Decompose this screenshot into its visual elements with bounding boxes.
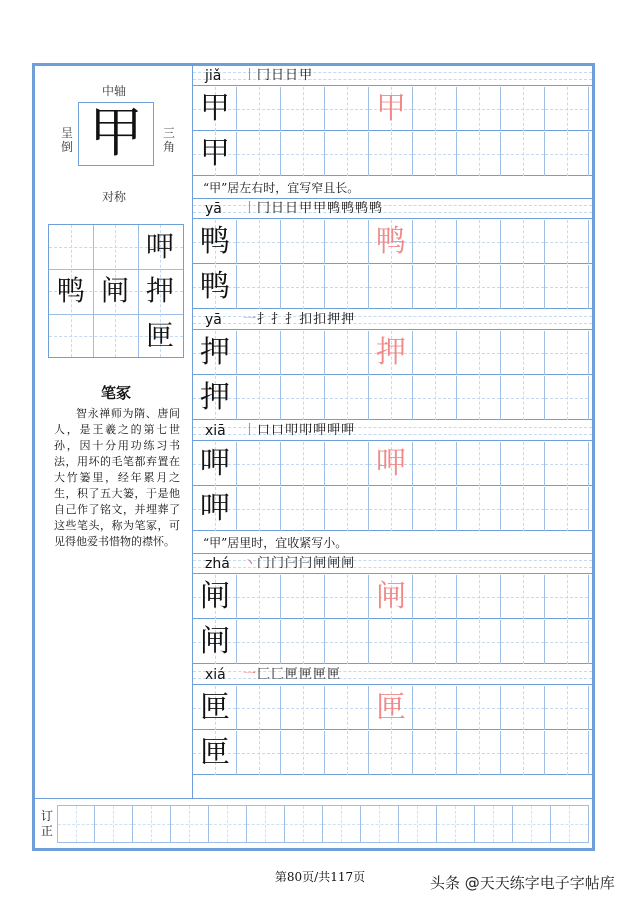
practice-cell[interactable] [545, 620, 589, 664]
stroke-step: 呷 [327, 423, 342, 438]
model-char: 匣 [200, 735, 230, 770]
practice-cell[interactable] [193, 132, 237, 176]
practice-cell[interactable] [369, 731, 413, 775]
family-char: 押 [145, 274, 174, 307]
practice-cell[interactable] [545, 376, 589, 420]
practice-cell[interactable] [413, 620, 457, 664]
correction-cell[interactable] [513, 805, 551, 843]
stroke-step: 呷 [341, 423, 356, 438]
stroke-step: 鸭 [369, 201, 384, 216]
practice-cell[interactable] [457, 487, 501, 531]
practice-cell[interactable] [281, 575, 325, 619]
stroke-step: 甲 [299, 201, 314, 216]
practice-cell[interactable] [501, 442, 545, 486]
correction-cell[interactable] [399, 805, 437, 843]
stroke-step: 闩 [285, 556, 300, 571]
practice-cell[interactable] [369, 331, 413, 375]
stroke-step: 门 [257, 556, 272, 571]
stroke-step: 丨 [243, 423, 258, 438]
stroke-step: 门 [271, 556, 286, 571]
left-panel [40, 70, 192, 795]
practice-cell[interactable] [501, 376, 545, 420]
family-char: 匣 [145, 319, 174, 352]
correction-cell[interactable] [551, 805, 589, 843]
stroke-step: 扌 [271, 312, 286, 327]
practice-row [193, 442, 592, 486]
stroke-step: 匣 [313, 667, 328, 682]
symmetry-top-label: 中轴 [102, 84, 127, 98]
practice-row [193, 575, 592, 619]
practice-cell[interactable] [457, 220, 501, 264]
stroke-step: 一 [243, 312, 258, 327]
practice-cell[interactable] [281, 265, 325, 309]
stroke-step: 闸 [327, 556, 342, 571]
stroke-order [243, 555, 355, 573]
practice-cell[interactable] [501, 87, 545, 131]
pinyin-row [193, 421, 592, 441]
watermark-text: 头条 @天天练字电子字帖库 [430, 874, 615, 892]
model-char: 鸭 [200, 224, 230, 259]
correction-cell[interactable] [437, 805, 475, 843]
model-char: 鸭 [200, 269, 230, 304]
practice-cell[interactable] [325, 731, 369, 775]
story-text: 智永禅师为隋、唐间人，是王羲之的第七世孙，因十分用功练习书法，用坏的毛笔都弃置在大竹篓里，经年累月之生，积了五大篓，于是他自己作了铭文，并埋葬了这些笔头，称为笔冢，可见得他爱书惜物的襟怀。 [54, 407, 180, 548]
pinyin-row [193, 199, 592, 219]
practice-row [193, 487, 592, 531]
practice-cell[interactable] [325, 331, 369, 375]
practice-cell[interactable] [193, 620, 237, 664]
practice-cell[interactable] [369, 376, 413, 420]
practice-cell[interactable] [501, 575, 545, 619]
stroke-order [243, 422, 355, 440]
model-char: 匣 [200, 690, 230, 725]
practice-cell[interactable] [457, 376, 501, 420]
pinyin: zhá [205, 556, 230, 572]
practice-cell[interactable] [457, 132, 501, 176]
practice-cell[interactable] [237, 265, 281, 309]
practice-cell[interactable] [281, 132, 325, 176]
practice-cell[interactable] [193, 731, 237, 775]
family-char: 呷 [145, 230, 174, 263]
practice-cell[interactable] [193, 220, 237, 264]
practice-cell[interactable] [545, 575, 589, 619]
practice-cell[interactable] [501, 487, 545, 531]
stroke-step: 扌 [285, 312, 300, 327]
correction-strip [35, 798, 592, 848]
practice-cell[interactable] [281, 331, 325, 375]
stroke-step: 押 [327, 312, 342, 327]
practice-cell[interactable] [545, 132, 589, 176]
practice-cell[interactable] [501, 331, 545, 375]
trace-char: 呷 [376, 446, 406, 481]
practice-cell[interactable] [325, 575, 369, 619]
correction-cell[interactable] [247, 805, 285, 843]
practice-cell[interactable] [237, 87, 281, 131]
page-number: 第80页/共117页 [274, 870, 366, 884]
practice-cell[interactable] [413, 442, 457, 486]
stroke-step: 扌 [257, 312, 272, 327]
practice-cell[interactable] [237, 376, 281, 420]
practice-row [193, 620, 592, 664]
practice-cell[interactable] [457, 265, 501, 309]
stroke-step: 匣 [327, 667, 342, 682]
practice-row [193, 686, 592, 730]
stroke-step: 丨 [243, 68, 258, 83]
pinyin: jiǎ [205, 68, 222, 84]
model-char: 押 [200, 380, 230, 415]
correction-cell[interactable] [133, 805, 171, 843]
practice-cell[interactable] [457, 442, 501, 486]
stroke-step: 匚 [257, 667, 272, 682]
symmetry-char: 甲 [89, 101, 143, 164]
practice-cell[interactable] [281, 487, 325, 531]
practice-cell[interactable] [325, 686, 369, 730]
practice-cell[interactable] [457, 620, 501, 664]
stroke-step: 口 [271, 423, 286, 438]
pinyin: yā [205, 312, 222, 328]
pinyin: xiā [205, 423, 226, 439]
practice-cell[interactable] [545, 731, 589, 775]
stroke-step: 叩 [285, 423, 300, 438]
practice-cell[interactable] [501, 220, 545, 264]
pinyin: xiá [205, 667, 226, 683]
pinyin-row [193, 310, 592, 330]
practice-cell[interactable] [325, 376, 369, 420]
correction-cell[interactable] [57, 805, 95, 843]
practice-cell[interactable] [325, 220, 369, 264]
stroke-step: 押 [341, 312, 356, 327]
practice-cell[interactable] [457, 686, 501, 730]
practice-cell[interactable] [281, 220, 325, 264]
practice-cell[interactable] [369, 220, 413, 264]
practice-cell[interactable] [369, 442, 413, 486]
trace-char: 匣 [376, 690, 406, 725]
practice-cell[interactable] [369, 487, 413, 531]
practice-cell[interactable] [325, 442, 369, 486]
practice-cell[interactable] [413, 220, 457, 264]
practice-cell[interactable] [237, 331, 281, 375]
practice-cell[interactable] [281, 87, 325, 131]
model-char: 甲 [200, 91, 230, 126]
pinyin-row [193, 665, 592, 685]
practice-cell[interactable] [369, 132, 413, 176]
practice-cell[interactable] [413, 575, 457, 619]
practice-cell[interactable] [193, 575, 237, 619]
stroke-step: 闸 [313, 556, 328, 571]
practice-cell[interactable] [413, 87, 457, 131]
stroke-order [243, 200, 383, 218]
practice-row [193, 265, 592, 309]
practice-cell[interactable] [193, 331, 237, 375]
stroke-step: 甲 [313, 201, 328, 216]
family-char-grid [48, 224, 184, 358]
correction-cell[interactable] [361, 805, 399, 843]
correction-cell[interactable] [323, 805, 361, 843]
pinyin: yā [205, 201, 222, 217]
trace-char: 押 [376, 335, 406, 370]
family-char: 鸭 [56, 274, 85, 307]
practice-cell[interactable] [325, 487, 369, 531]
model-char: 甲 [200, 136, 230, 171]
practice-cell[interactable] [237, 575, 281, 619]
correction-label: 订正 [41, 809, 54, 838]
practice-cell[interactable] [413, 265, 457, 309]
practice-cell[interactable] [193, 265, 237, 309]
symmetry-left-label: 呈倒 [60, 126, 73, 154]
stroke-step: 匣 [299, 667, 314, 682]
writing-tip: “甲”居左右时，宜写窄且长。 [193, 177, 592, 199]
practice-cell[interactable] [237, 620, 281, 664]
stroke-order [243, 67, 313, 85]
stroke-step: 冂 [257, 201, 272, 216]
model-char: 押 [200, 335, 230, 370]
practice-cell[interactable] [501, 265, 545, 309]
practice-cell[interactable] [457, 731, 501, 775]
stroke-step: 鸭 [341, 201, 356, 216]
practice-cell[interactable] [457, 331, 501, 375]
practice-cell[interactable] [369, 620, 413, 664]
correction-cell[interactable] [95, 805, 133, 843]
stroke-step: 匚 [271, 667, 286, 682]
practice-row [193, 220, 592, 264]
stroke-step: 口 [257, 423, 272, 438]
symmetry-bottom-label: 对称 [102, 190, 127, 204]
practice-cell[interactable] [457, 87, 501, 131]
pinyin-row [193, 66, 592, 86]
practice-cell[interactable] [501, 686, 545, 730]
practice-cell[interactable] [193, 442, 237, 486]
practice-cell[interactable] [281, 620, 325, 664]
practice-cell[interactable] [369, 87, 413, 131]
practice-cell[interactable] [325, 132, 369, 176]
practice-cell[interactable] [369, 575, 413, 619]
practice-cell[interactable] [545, 686, 589, 730]
stroke-step: 呷 [313, 423, 328, 438]
practice-cell[interactable] [413, 376, 457, 420]
model-char: 闸 [200, 579, 230, 614]
stroke-order [243, 666, 341, 684]
trace-char: 甲 [376, 91, 406, 126]
practice-row [193, 331, 592, 375]
practice-row [193, 731, 592, 775]
stroke-step: 日 [271, 201, 286, 216]
practice-row [193, 87, 592, 131]
practice-cell[interactable] [369, 265, 413, 309]
model-char: 闸 [200, 624, 230, 659]
practice-row [193, 132, 592, 176]
practice-cell[interactable] [281, 376, 325, 420]
correction-cell[interactable] [171, 805, 209, 843]
practice-cell[interactable] [193, 87, 237, 131]
practice-cell[interactable] [501, 132, 545, 176]
practice-cell[interactable] [237, 487, 281, 531]
practice-cell[interactable] [237, 686, 281, 730]
stroke-step: 甲 [299, 68, 314, 83]
trace-char: 闸 [376, 579, 406, 614]
practice-cell[interactable] [369, 686, 413, 730]
stroke-order [243, 311, 355, 329]
practice-cell[interactable] [237, 731, 281, 775]
practice-cell[interactable] [545, 220, 589, 264]
stroke-step: 闸 [341, 556, 356, 571]
practice-cell[interactable] [281, 442, 325, 486]
stroke-step: 鸭 [355, 201, 370, 216]
practice-cell[interactable] [325, 620, 369, 664]
correction-cell[interactable] [475, 805, 513, 843]
practice-cell[interactable] [545, 331, 589, 375]
practice-cell[interactable] [193, 376, 237, 420]
practice-cell[interactable] [457, 575, 501, 619]
practice-cell[interactable] [237, 132, 281, 176]
stroke-step: 扣 [313, 312, 328, 327]
practice-row [193, 376, 592, 420]
practice-cell[interactable] [413, 132, 457, 176]
model-char: 呷 [200, 446, 230, 481]
correction-cell[interactable] [285, 805, 323, 843]
stroke-step: 闩 [299, 556, 314, 571]
practice-cell[interactable] [501, 731, 545, 775]
practice-cell[interactable] [237, 442, 281, 486]
practice-cell[interactable] [325, 87, 369, 131]
practice-cell[interactable] [237, 220, 281, 264]
stroke-step: 鸭 [327, 201, 342, 216]
pinyin-row [193, 554, 592, 574]
stroke-step: 冂 [257, 68, 272, 83]
practice-cell[interactable] [545, 442, 589, 486]
trace-char: 鸭 [376, 224, 406, 259]
practice-cell[interactable] [413, 487, 457, 531]
family-char: 闸 [100, 274, 129, 307]
writing-tip: “甲”居里时，宜收紧写小。 [193, 532, 592, 554]
stroke-step: 日 [285, 201, 300, 216]
stroke-step: 丶 [243, 556, 258, 571]
practice-cell[interactable] [193, 686, 237, 730]
practice-cell[interactable] [413, 686, 457, 730]
practice-cell[interactable] [545, 87, 589, 131]
practice-cell[interactable] [545, 487, 589, 531]
stroke-step: 匣 [285, 667, 300, 682]
stroke-step: 丨 [243, 201, 258, 216]
model-char: 呷 [200, 491, 230, 526]
stroke-step: 叩 [299, 423, 314, 438]
practice-cell[interactable] [281, 686, 325, 730]
practice-cell[interactable] [545, 265, 589, 309]
story-title: 笔冢 [100, 384, 131, 402]
stroke-step: 日 [285, 68, 300, 83]
stroke-step: 一 [243, 667, 258, 682]
practice-cell[interactable] [413, 331, 457, 375]
stroke-step: 扣 [299, 312, 314, 327]
correction-cell[interactable] [209, 805, 247, 843]
practice-cell[interactable] [501, 620, 545, 664]
practice-cell[interactable] [325, 265, 369, 309]
practice-cell[interactable] [193, 487, 237, 531]
stroke-step: 日 [271, 68, 286, 83]
practice-cell[interactable] [413, 731, 457, 775]
symmetry-right-label: 三角 [162, 126, 175, 154]
practice-cell[interactable] [281, 731, 325, 775]
